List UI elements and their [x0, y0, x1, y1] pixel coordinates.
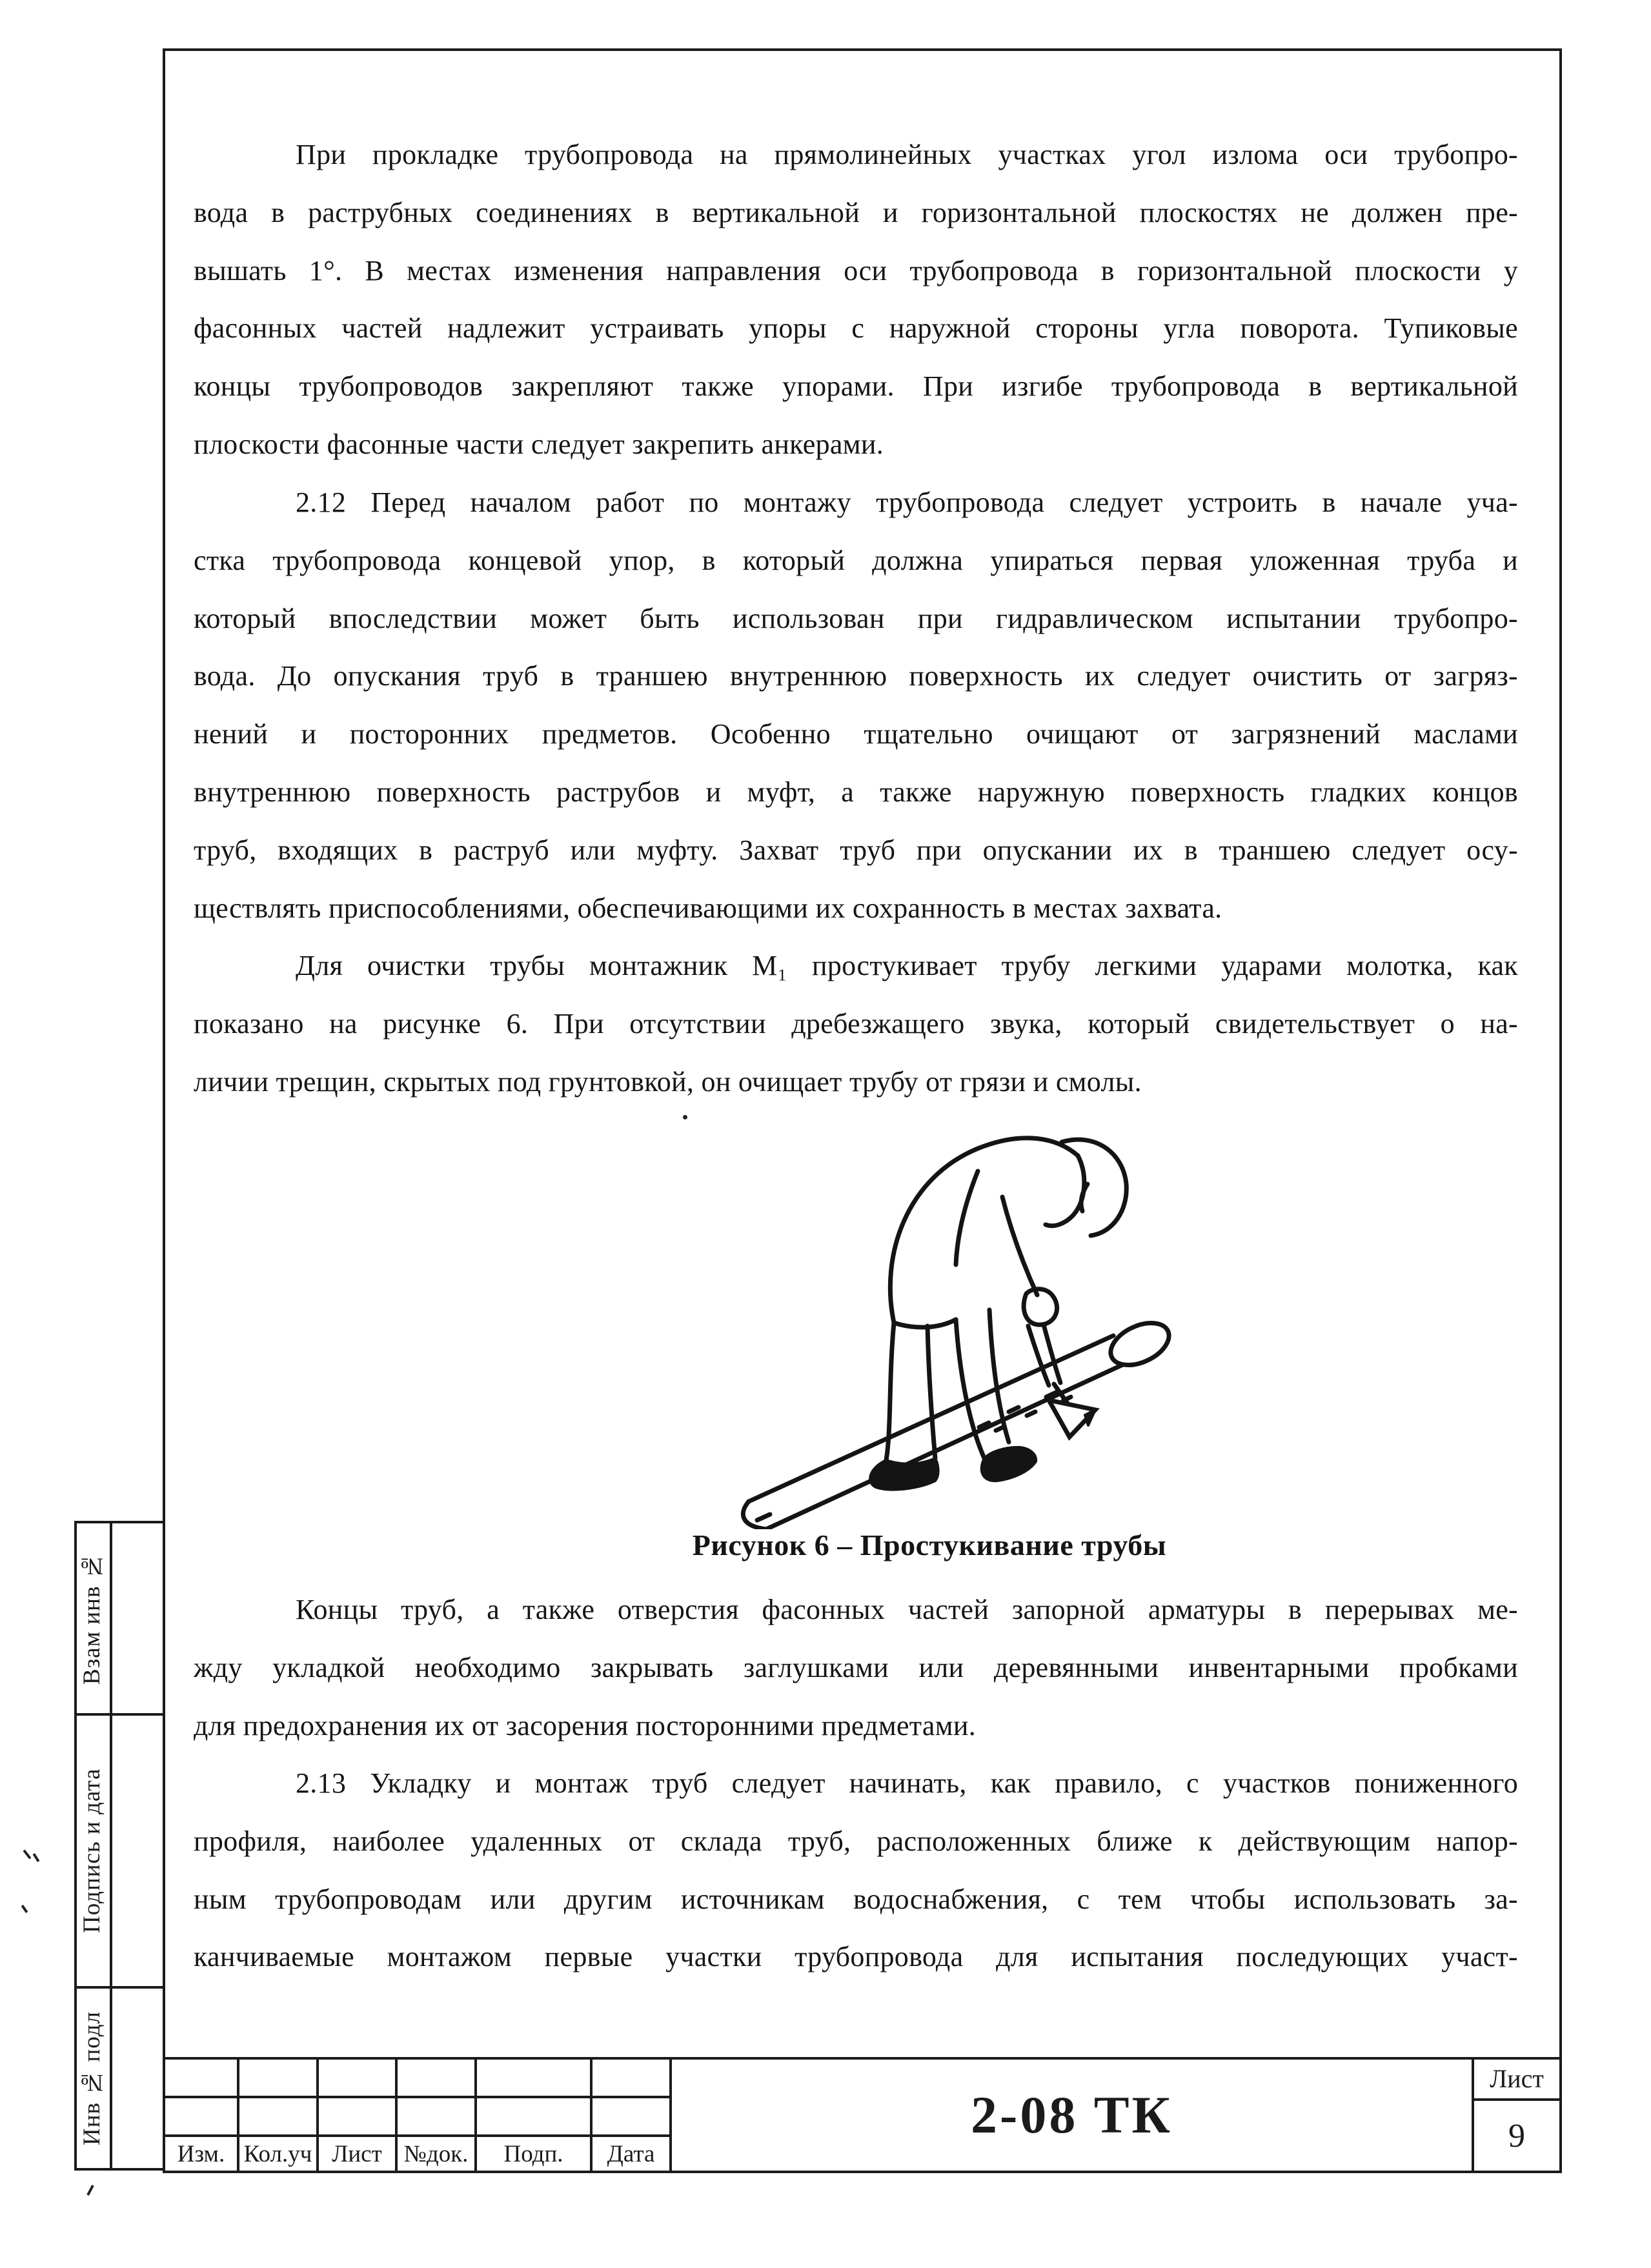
text-line: концы трубопроводов закрепляют также упорами. При изгибе трубопровода в вертикальной [194, 370, 1518, 403]
text-line: жду укладкой необходимо закрывать заглушками или деревянными инвентарными пробками [194, 1651, 1518, 1683]
titleblock-col-data: Дата [607, 2140, 655, 2167]
paragraph-2-13 [194, 1754, 1518, 1986]
worker-forearm [1028, 1325, 1060, 1385]
figure-tapping-pipe [700, 1107, 1255, 1529]
text-line: вода в раструбных соединениях в вертикальной и горизонтальной плоскостях не должен пре- [194, 196, 1518, 228]
text-line: показано на рисунке 6. При отсутствии дребезжащего звука, который свидетельствует о на- [194, 1007, 1518, 1039]
worker-back-leg-inner [927, 1326, 935, 1458]
text-line: 2.12 Перед началом работ по монтажу трубопровода следует устроить в начале уча- [296, 487, 1518, 518]
titleblock-col-izm: Изм. [177, 2140, 225, 2167]
frame-bottom-line [163, 2171, 1562, 2173]
text-line: внутреннюю поверхность раструбов и муфт, а также наружную поверхность гладких концов [194, 776, 1518, 808]
text-line: фасонных частей надлежит устраивать упоры с наружной стороны угла поворота. Тупиковые [194, 312, 1518, 345]
worker-back-leg-outer [886, 1323, 894, 1460]
text-line: При прокладке трубопровода на прямолинейных участках угол излома оси трубопро- [296, 139, 1518, 170]
paragraph-pipe-ends [194, 1581, 1518, 1754]
titleblock-col-podp: Подп. [503, 2140, 563, 2167]
text-line: ным трубопроводам или другим источникам водоснабжения, с тем чтобы использовать за- [194, 1883, 1518, 1915]
titleblock-col-koluch: Кол.уч [243, 2140, 312, 2167]
text-line: 2.13 Укладку и монтаж труб следует начинать, как правило, с участков пониженного [296, 1767, 1518, 1799]
frame-left-line [163, 48, 165, 2173]
text-line: труб, входящих в раструб или муфту. Захват труб при опускании их в траншею следует осу- [194, 834, 1518, 866]
paragraph-laying-rules [194, 126, 1518, 474]
worker-hip-line [894, 1320, 956, 1327]
worker-back-shoe [870, 1458, 938, 1490]
paragraph-2-12 [194, 474, 1518, 937]
titleblock-col-list: Лист [332, 2140, 382, 2167]
scan-speck [21, 1905, 28, 1913]
text-line: стка трубопровода концевой упор, в который должна упираться первая уложенная труба и [194, 544, 1518, 576]
stamp-label-podpis-data: Подпись и дата [79, 1768, 105, 1934]
worker-arm [1002, 1197, 1037, 1295]
paragraph-pipe-tapping [194, 937, 1518, 1110]
text-line: Концы труб, а также отверстия фасонных частей запорной арматуры в перерывах ме- [296, 1594, 1518, 1625]
pipe-bottom-edge [766, 1360, 1134, 1529]
worker-chest-line [956, 1171, 978, 1265]
scan-speck [23, 1849, 31, 1859]
text-line: вышать 1°. В местах изменения направления оси трубопровода в горизонтальной плоскости у [194, 254, 1518, 286]
stamp-divider-line [110, 1521, 112, 2171]
worker-cap [1062, 1139, 1126, 1236]
frame-top-line [163, 48, 1562, 51]
stamp-bottom-line [74, 2168, 165, 2171]
text-line: вода. До опускания труб в траншею внутреннюю поверхность их следует очистить от загряз- [194, 660, 1518, 692]
pipe-end-mark [757, 1514, 770, 1520]
text-line: канчиваемые монтажом первые участки трубопровода для испытания последующих участ- [194, 1941, 1518, 1973]
text-line: плоскости фасонные части следует закрепить анкерами. [194, 428, 884, 460]
sheet-number: 9 [1508, 2117, 1525, 2154]
figure-caption: Рисунок 6 – Простукивание трубы [692, 1529, 1167, 1561]
scan-speck [683, 1115, 687, 1119]
frame-right-line [1559, 48, 1562, 2173]
worker-front-shoe [982, 1447, 1036, 1481]
pipe-socket [1104, 1314, 1176, 1373]
scan-speck [86, 2185, 94, 2196]
stamp-label-inv-podl: Инв № подл [79, 2011, 105, 2146]
text-line: профиля, наиболее удаленных от склада труб, расположенных ближе к действующим напор- [194, 1825, 1518, 1857]
sheet-label: Лист [1490, 2063, 1544, 2093]
text-line: нений и посторонних предметов. Особенно тщательно очищают от загрязнений маслами [194, 718, 1518, 750]
worker-hand [1024, 1289, 1057, 1325]
scan-speck [33, 1853, 40, 1862]
stamp-label-vzam-inv: Взам инв № [79, 1552, 105, 1685]
text-line: личии трещин, скрытых под грунтовкой, он очищает трубу от грязи и смолы. [194, 1065, 1142, 1098]
document-code: 2-08 ТК [971, 2085, 1173, 2144]
text-line: Для очистки трубы монтажник М₁ простукивает трубу легкими ударами молотка, как [296, 950, 1518, 981]
worker-head [1046, 1156, 1084, 1226]
titleblock-col-ndok: №док. [403, 2140, 469, 2167]
text-line: для предохранения их от засорения посторонними предметами. [194, 1709, 976, 1741]
text-line: ществлять приспособлениями, обеспечивающими их сохранность в местах захвата. [194, 892, 1222, 924]
text-line: который впоследствии может быть использован при гидравлическом испытании трубопро- [194, 602, 1518, 634]
